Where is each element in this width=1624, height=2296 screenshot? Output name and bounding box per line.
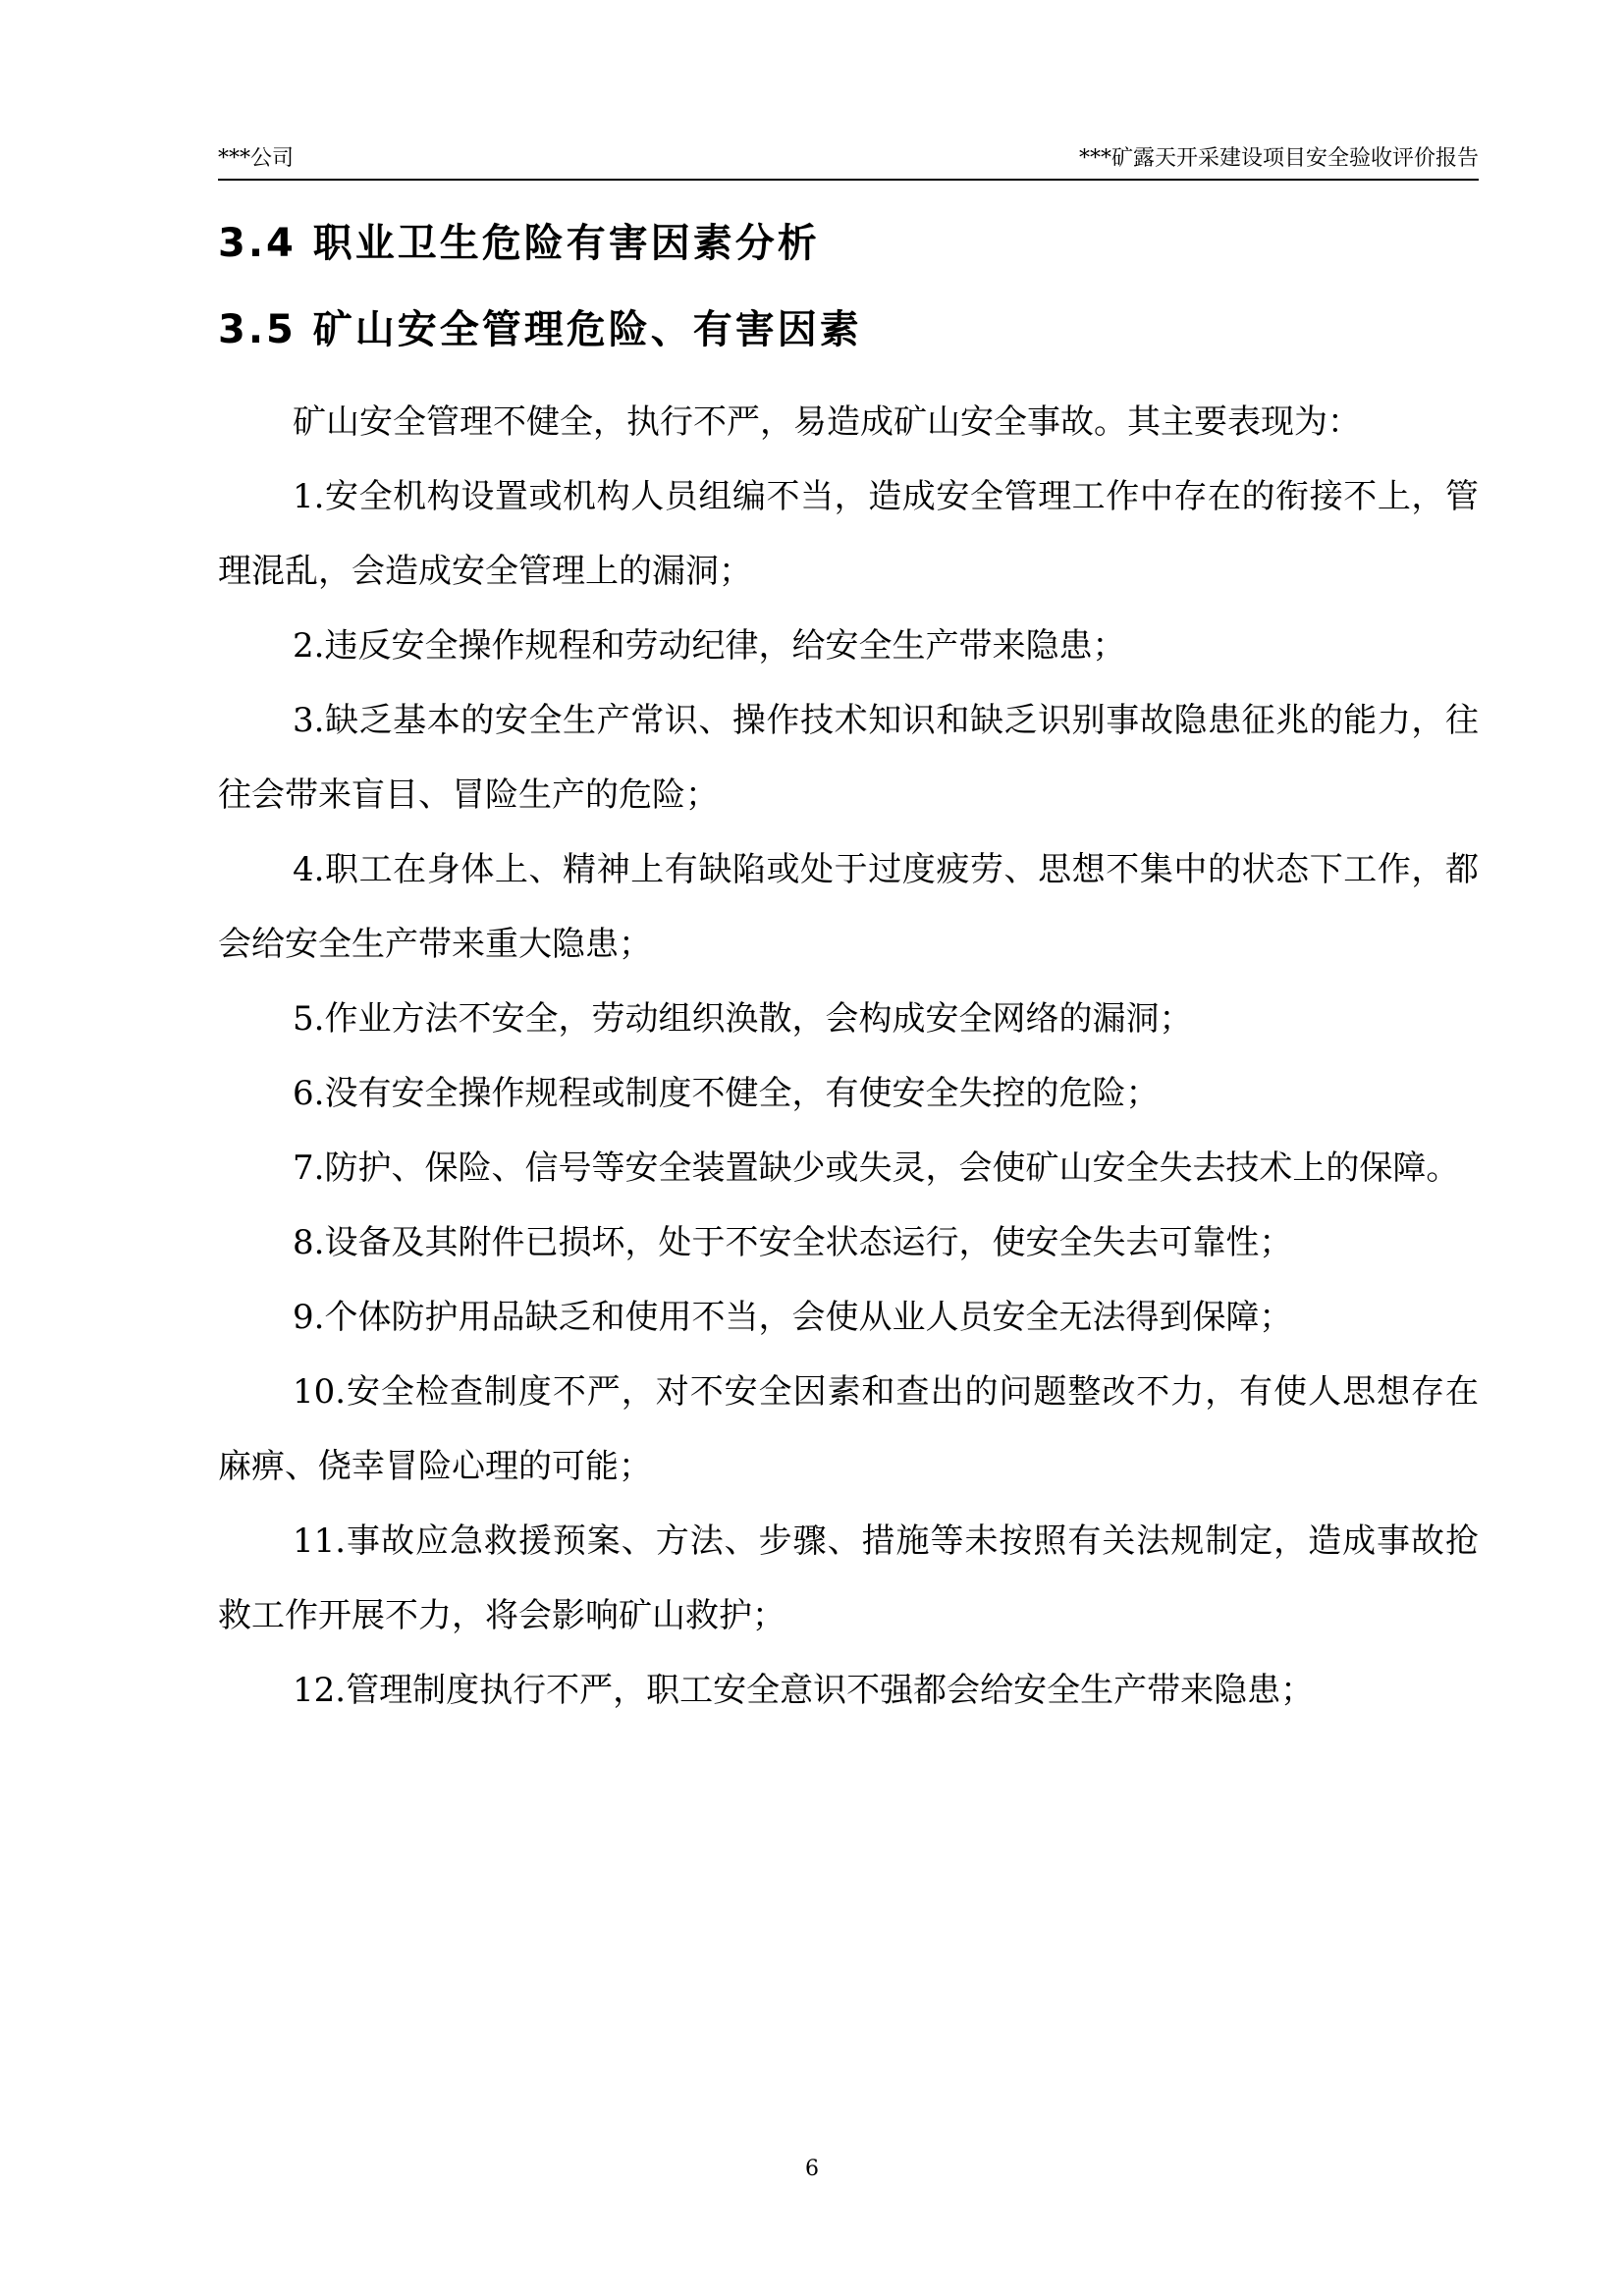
list-item: 4.职工在身体上、精神上有缺陷或处于过度疲劳、思想不集中的状态下工作，都会给安全生产带来重大隐患； (218, 850, 1479, 964)
list-item: 6.没有安全操作规程或制度不健全，有使安全失控的危险； (293, 1074, 1160, 1113)
list-item: 5.作业方法不安全，劳动组织涣散，会构成安全网络的漏洞； (293, 999, 1193, 1039)
list-item: 7.防护、保险、信号等安全装置缺少或失灵，会使矿山安全失去技术上的保障。 (293, 1148, 1460, 1188)
intro-paragraph: 矿山安全管理不健全，执行不严，易造成矿山安全事故。其主要表现为： (293, 402, 1361, 442)
list-item: 3.缺乏基本的安全生产常识、操作技术知识和缺乏识别事故隐患征兆的能力，往往会带来盲目、冒险生产的危险； (218, 701, 1479, 815)
body-text (218, 385, 1479, 1728)
page-number: 6 (805, 2157, 819, 2181)
section-heading-3-5: 3.5 矿山安全管理危险、有害因素 (218, 307, 862, 352)
list-item: 11.事故应急救援预案、方法、步骤、措施等未按照有关法规制定，造成事故抢救工作开展不力，将会影响矿山救护； (218, 1522, 1479, 1635)
list-item: 2.违反安全操作规程和劳动纪律，给安全生产带来隐患； (293, 626, 1126, 666)
list-item: 9.个体防护用品缺乏和使用不当，会使从业人员安全无法得到保障； (293, 1298, 1293, 1337)
list-item: 1.安全机构设置或机构人员组编不当，造成安全管理工作中存在的衔接不上，管理混乱，会造成安全管理上的漏洞； (218, 477, 1479, 591)
list-item: 8.设备及其附件已损坏，处于不安全状态运行，使安全失去可靠性； (293, 1223, 1293, 1262)
section-heading-3-4: 3.4 职业卫生危险有害因素分析 (218, 221, 820, 266)
page-header (218, 143, 1479, 181)
list-item: 12.管理制度执行不严，职工安全意识不强都会给安全生产带来隐患； (293, 1671, 1315, 1710)
header-report-title: ***矿露天开采建设项目安全验收评价报告 (1078, 146, 1479, 171)
list-item: 10.安全检查制度不严，对不安全因素和查出的问题整改不力，有使人思想存在麻痹、侥幸冒险心理的可能； (218, 1372, 1479, 1486)
header-company: ***公司 (218, 146, 295, 171)
